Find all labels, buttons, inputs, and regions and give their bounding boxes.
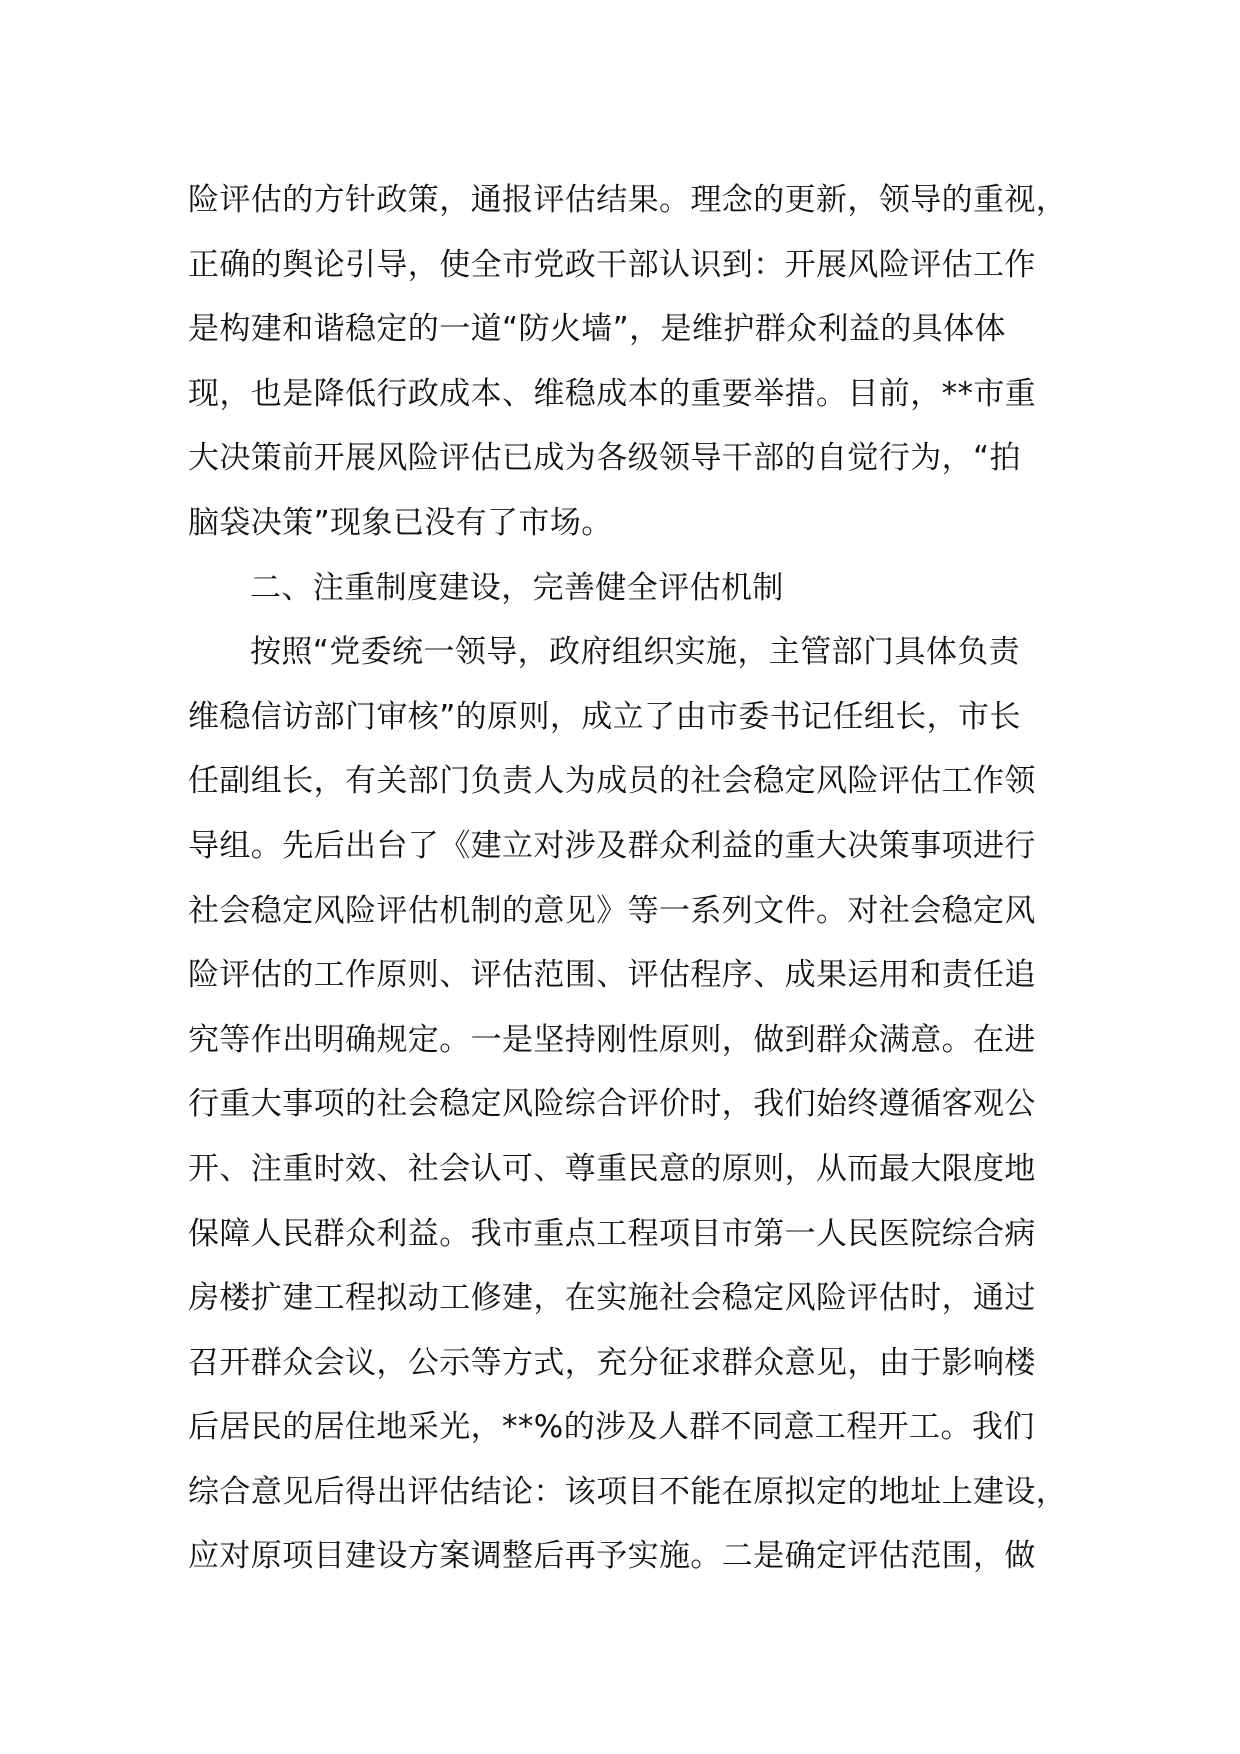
text-line: 召开群众会议，公示等方式，充分征求群众意见，由于影响楼 xyxy=(188,1344,1036,1381)
text-line: 是构建和谐稳定的一道“防火墙”，是维护群众利益的具体体 xyxy=(188,311,1006,348)
text-line: 导组。先后出台了《建立对涉及群众利益的重大决策事项进行 xyxy=(188,827,1036,864)
text-line: 综合意见后得出评估结论：该项目不能在原拟定的地址上建设， xyxy=(188,1473,1068,1510)
section-heading: 二、注重制度建设，完善健全评估机制 xyxy=(250,569,784,606)
text-line: 房楼扩建工程拟动工修建，在实施社会稳定风险评估时，通过 xyxy=(188,1280,1036,1317)
text-line: 保障人民群众利益。我市重点工程项目市第一人民医院综合病 xyxy=(188,1215,1036,1252)
text-line: 险评估的方针政策，通报评估结果。理念的更新，领导的重视， xyxy=(188,182,1068,218)
text-line: 维稳信访部门审核”的原则，成立了由市委书记任组长，市长 xyxy=(188,698,1021,735)
text-line: 后居民的居住地采光，**%的涉及人群不同意工程开工。我们 xyxy=(188,1409,1035,1446)
text-line: 大决策前开展风险评估已成为各级领导干部的自觉行为，“拍 xyxy=(188,440,1021,477)
text-line: 正确的舆论引导，使全市党政干部认识到：开展风险评估工作 xyxy=(188,246,1036,283)
text-line: 究等作出明确规定。一是坚持刚性原则，做到群众满意。在进 xyxy=(188,1021,1036,1058)
text-line: 社会稳定风险评估机制的意见》等一系列文件。对社会稳定风 xyxy=(188,892,1036,929)
text-line: 现，也是降低行政成本、维稳成本的重要举措。目前，**市重 xyxy=(188,375,1037,412)
paragraph-first-line: 按照“党委统一领导，政府组织实施，主管部门具体负责 xyxy=(250,634,1021,671)
body-text xyxy=(188,168,1088,1589)
text-line: 脑袋决策”现象已没有了市场。 xyxy=(188,504,613,541)
text-line: 应对原项目建设方案调整后再予实施。二是确定评估范围，做 xyxy=(188,1538,1036,1575)
text-line: 任副组长，有关部门负责人为成员的社会稳定风险评估工作领 xyxy=(188,763,1036,800)
text-line: 行重大事项的社会稳定风险综合评价时，我们始终遵循客观公 xyxy=(188,1086,1036,1123)
text-line: 开、注重时效、社会认可、尊重民意的原则，从而最大限度地 xyxy=(188,1150,1036,1187)
text-line: 险评估的工作原则、评估范围、评估程序、成果运用和责任追 xyxy=(188,957,1036,994)
